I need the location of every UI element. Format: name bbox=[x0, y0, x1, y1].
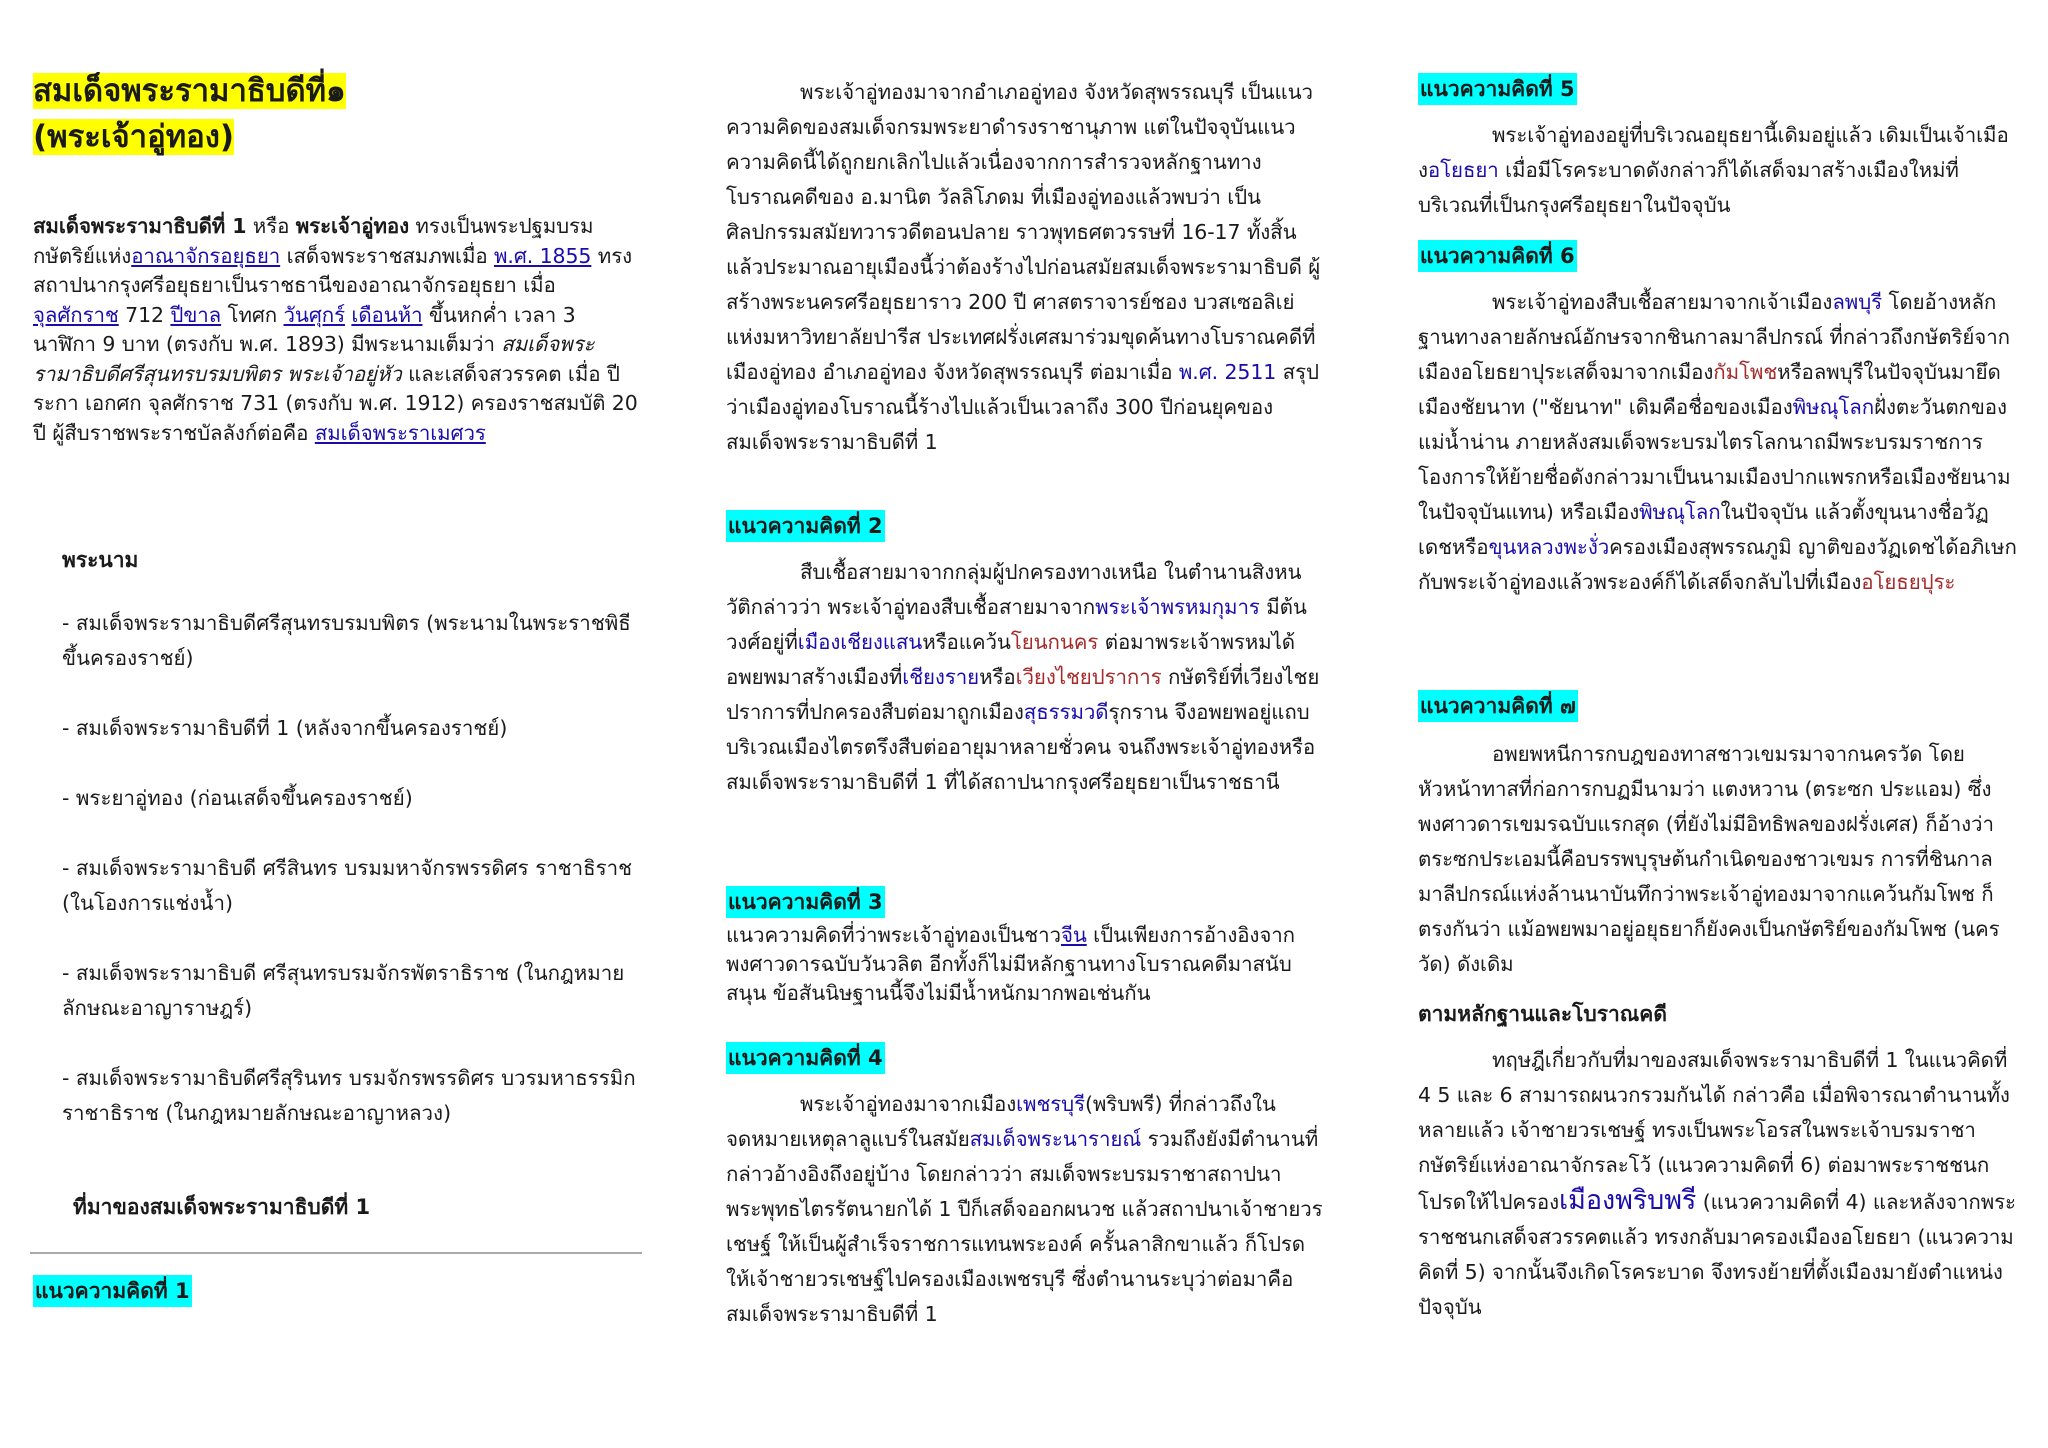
concept-1-year: พ.ศ. 2511 bbox=[1178, 360, 1277, 384]
link-chula-sakarat[interactable]: จุลศักราช bbox=[33, 302, 119, 327]
concept-2-text: กษัตริย์ที่เวียงไชยปราการที่ปกครองสืบต่อมาถูกเมือง bbox=[726, 665, 1320, 724]
concept-6-heading: แนวความคิดที่ 6 bbox=[1418, 240, 1577, 272]
concept-1-text: พระเจ้าอู่ทองมาจากอำเภออู่ทอง จังหวัดสุพรรณบุรี เป็นแนวความคิดของสมเด็จกรมพระยาดำรงราชานุภาพ แต่ในปัจจุบันแนวความคิดนี้ได้ถูกยกเลิกไปแล้วเนื่องจากการสำรวจหลักฐานทางโบราณคดีของ อ.มานิต วัลลิโภดม ที่เมืองอู่ทองแล้วพบว่า เป็นศิลปกรรมสมัยทวารวดีตอนปลาย ราวพุทธศตวรรษที่ 16-17 ทั้งสิ้น แล้วประมาณอายุเมืองนี้ว่าต้องร้างไปก่อนสมัยสมเด็จพระรามาธิบดี ผู้สร้างพระนครศรีอยุธยาราว 200 ปี ศาสตราจารย์ชอง บวสเซอลิเย่ แห่งมหาวิทยาลัยปารีส ประเทศฝรั่งเศสมาร่วมขุดค้นทางโบราณคดีที่เมืองอู่ทอง อำเภออู่ทอง จังหวัดสุพรรณบุรี ต่อมาเมื่อ bbox=[726, 80, 1321, 384]
term-chiang-rai: เชียงราย bbox=[902, 665, 980, 689]
link-year-of-tiger[interactable]: ปีขาล bbox=[170, 302, 222, 327]
concept-7-heading: แนวความคิดที่ ๗ bbox=[1418, 690, 1578, 722]
intro-text: ทรงเป็นพระปฐมบรมกษัตริย์แห่ง bbox=[33, 214, 594, 268]
concept-4-heading: แนวความคิดที่ 4 bbox=[726, 1042, 885, 1074]
intro-bold-name: สมเด็จพระรามาธิบดีที่ 1 bbox=[33, 214, 247, 238]
link-fifth-month[interactable]: เดือนห้า bbox=[351, 302, 423, 327]
term-wiang-chai: เวียงไชยปราการ bbox=[1015, 665, 1162, 689]
concept-2-text: ต่อมาพระเจ้าพรหมได้อพยพมาสร้างเมืองที่ bbox=[726, 630, 1296, 689]
concept-3-text: เป็นเพียงการอ้างอิงจากพงศาวดารฉบับวันวลิต อีกทั้งก็ไม่มีหลักฐานทางโบราณคดีมาสนับสนุน ข้อสันนิษฐานนี้จึงไม่มีน้ำหนักมากพอเช่นกัน bbox=[726, 923, 1295, 1005]
name-item: - สมเด็จพระรามาธิบดีที่ 1 (หลังจากขึ้นครองราชย์) bbox=[62, 716, 508, 740]
concept-2-text: หรือ bbox=[979, 665, 1016, 689]
name-item: - สมเด็จพระรามาธิบดีศรีสุนทรบรมบพิตร (พระนามในพระราชพิธีขึ้นครองราชย์) bbox=[62, 611, 631, 670]
name-item: - สมเด็จพระรามาธิบดี ศรีสุนทรบรมจักรพัตราธิราช (ในกฎหมายลักษณะอาญาราษฎร์) bbox=[62, 961, 625, 1020]
concept-2-text: รุกราน จึงอพยพอยู่แถบบริเวณเมืองไตรตรึงสืบต่ออายุมาหลายชั่วคน จนถึงพระเจ้าอู่ทองหรือสมเด็จพระรามาธิบดีที่ 1 ที่ได้สถาปนากรุงศรีอยุธยาเป็นราชธานี bbox=[726, 700, 1316, 794]
term-phitsanulok: พิษณุโลก bbox=[1792, 395, 1875, 419]
section-divider bbox=[30, 1252, 642, 1254]
term-narai: สมเด็จพระนารายณ์ bbox=[969, 1127, 1142, 1151]
name-item: - พระยาอู่ทอง (ก่อนเสด็จขึ้นครองราชย์) bbox=[62, 786, 413, 810]
intro-text: ทรงสถาปนากรุงศรีอยุธยาเป็นราชธานีของอาณาจักรอยุธยา เมื่อ bbox=[33, 243, 633, 297]
concept-6-text: โดยอ้างหลักฐานทางลายลักษณ์อักษรจากชินกาลมาลีปกรณ์ ที่กล่าวถึงกษัตริย์จากเมืองอโยธยาปุระเสด็จมาจากเมือง bbox=[1418, 290, 2010, 384]
link-ramesuan[interactable]: สมเด็จพระราเมศวร bbox=[314, 420, 486, 445]
term-sudhammawadi: สุธรรมวดี bbox=[1023, 700, 1109, 724]
concept-5-body bbox=[1418, 118, 2018, 223]
intro-text: ขึ้นหกค่ำ เวลา 3 นาฬิกา 9 บาท (ตรงกับ พ.ศ. 1893) มีพระนามเต็มว่า bbox=[33, 302, 576, 356]
concept-6-text: พระเจ้าอู่ทองสืบเชื้อสายมาจากเจ้าเมือง bbox=[1492, 290, 1833, 314]
concept-6-text: ฝั่งตะวันตกของแม่น้ำน่าน ภายหลังสมเด็จพระบรมไตรโลกนาถมีพระบรมราชการโองการให้ย้ายชื่อดังกล่าวมาเป็นนามเมืองปากแพรกหรือเมืองชัยนามในปัจจุบันแทน) หรือเมือง bbox=[1418, 395, 2011, 524]
term-lopburi: ลพบุรี bbox=[1832, 290, 1883, 314]
term-chiang-saen: เมืองเชียงแสน bbox=[797, 630, 923, 654]
names-section bbox=[62, 544, 652, 1131]
link-be-1855[interactable]: พ.ศ. 1855 bbox=[494, 243, 592, 268]
origin-heading: ที่มาของสมเด็จพระรามาธิบดีที่ 1 bbox=[73, 1195, 371, 1219]
term-khun-luang-phangua: ขุนหลวงพะงั่ว bbox=[1488, 535, 1610, 559]
title-line-1: สมเด็จพระรามาธิบดีที่๑ bbox=[33, 73, 346, 109]
concept-6-text: ในปัจจุบัน แล้วตั้งขุนนางชื่อวัฏเดชหรือ bbox=[1418, 500, 1989, 559]
term-phitsanulok: พิษณุโลก bbox=[1639, 500, 1721, 524]
term-yonok: โยนกนคร bbox=[1010, 630, 1099, 654]
link-ayutthaya-kingdom[interactable]: อาณาจักรอยุธยา bbox=[131, 243, 281, 268]
concept-4-text: (พริบพรี) ที่กล่าวถึงในจดหมายเหตุลาลูแบร์ในสมัย bbox=[726, 1092, 1276, 1151]
concept-1-body bbox=[726, 75, 1326, 460]
term-ayodhya: อโยธยา bbox=[1427, 158, 1499, 182]
term-phetchaburi: เพชรบุรี bbox=[1016, 1092, 1085, 1116]
concept-4-text: พระเจ้าอู่ทองมาจากเมือง bbox=[800, 1092, 1017, 1116]
link-friday[interactable]: วันศุกร์ bbox=[283, 302, 345, 327]
intro-text: โทศก bbox=[221, 302, 284, 327]
concept-3-heading: แนวความคิดที่ 3 bbox=[726, 886, 885, 918]
concept-2-heading: แนวความคิดที่ 2 bbox=[726, 510, 885, 542]
name-item: - สมเด็จพระรามาธิบดี ศรีสินทร บรมมหาจักรพรรดิศร ราชาธิราช (ในโองการแช่งน้ำ) bbox=[62, 856, 633, 915]
intro-full-name: สมเด็จพระรามาธิบดีศรีสุนทรบรมบพิตร พระเจ้าอยู่หัว bbox=[33, 332, 595, 386]
intro-text: และเสด็จสวรรคต เมื่อ ปีระกา เอกศก จุลศักราช 731 (ตรงกับ พ.ศ. 1912) ครองราชสมบัติ 20 ปี ผู้สืบราชพระราชบัลลังก์ต่อคือ bbox=[33, 361, 638, 445]
concept-1-text: สรุปว่าเมืองอู่ทองโบราณนี้ร้างไปแล้วเป็นเวลาถึง 300 ปีก่อนยุคของสมเด็จพระรามาธิบดีที่ 1 bbox=[726, 360, 1319, 454]
concept-6-body bbox=[1418, 285, 2018, 600]
term-kamphot: กัมโพช bbox=[1713, 360, 1778, 384]
evidence-text: (แนวความคิดที่ 4) และหลังจากพระราชชนกเสด็จสวรรคตแล้ว ทรงกลับมาครองเมืองอโยธยา (แนวความคิดที่ 5) จากนั้นจึงเกิดโรคระบาด จึงทรงย้ายที่ตั้งเมืองมายังตำแหน่งปัจจุบัน bbox=[1418, 1190, 2016, 1319]
concept-6-text: ครองเมืองสุพรรณภูมิ ญาติของวัฏเดชได้อภิเษกกับพระเจ้าอู่ทองแล้วพระองค์ก็ได้เสด็จกลับไปที่เมือง bbox=[1418, 535, 2017, 594]
intro-bold-alias: พระเจ้าอู่ทอง bbox=[295, 214, 409, 238]
name-item: - สมเด็จพระรามาธิบดีศรีสุรินทร บรมจักรพรรดิศร บวรมหาธรรมิกราชาธิราช (ในกฎหมายลักษณะอาญาหลวง) bbox=[62, 1066, 636, 1125]
term-phrip-phri: เมืองพริบพรี bbox=[1559, 1185, 1697, 1216]
concept-4-body bbox=[726, 1087, 1326, 1332]
concept-1-heading: แนวความคิดที่ 1 bbox=[33, 1275, 192, 1307]
concept-6-text: หรือลพบุรีในปัจจุบันมายึดเมืองชัยนาท ("ชัยนาท" เดิมคือชื่อของเมือง bbox=[1418, 360, 2001, 419]
concept-5-heading: แนวความคิดที่ 5 bbox=[1418, 73, 1577, 105]
evidence-heading: ตามหลักฐานและโบราณคดี bbox=[1418, 1002, 1667, 1026]
concept-2-text: มีต้นวงศ์อยู่ที่ bbox=[726, 595, 1307, 654]
concept-7-body bbox=[1418, 737, 2018, 982]
term-ayodhyapura: อโยธยปุระ bbox=[1861, 570, 1956, 594]
intro-text: 712 bbox=[118, 302, 171, 327]
page-title bbox=[33, 68, 346, 160]
concept-4-text: รวมถึงยังมีตำนานที่กล่าวอ้างอิงถึงอยู่บ้าง โดยกล่าวว่า สมเด็จพระบรมราชาสถาปนาพระพุทธไตรรัตนายกได้ 1 ปีก็เสด็จออกผนวช แล้วสถาปนาเจ้าชายวรเชษฐ์ ให้เป็นผู้สำเร็จราชการแทนพระองค์ ครั้นลาสิกขาแล้ว ก็โปรดให้เจ้าชายวรเชษฐ์ไปครองเมืองเพชรบุรี ซึ่งตำนานระบุว่าต่อมาคือสมเด็จพระรามาธิบดีที่ 1 bbox=[726, 1127, 1323, 1326]
evidence-text: ทฤษฎีเกี่ยวกับที่มาของสมเด็จพระรามาธิบดีที่ 1 ในแนวคิดที่ 4 5 และ 6 สามารถผนวกรวมกันได้ กล่าวคือ เมื่อพิจารณาตำนานทั้งหลายแล้ว เจ้าชายวรเชษฐ์ ทรงเป็นพระโอรสในพระเจ้าบรมราชา กษัตริย์แห่งอาณาจักรละโว้ (แนวความคิดที่ 6) ต่อมาพระราชชนกโปรดให้ไปครอง bbox=[1418, 1048, 2010, 1214]
title-line-2: (พระเจ้าอู่ทอง) bbox=[33, 119, 235, 155]
concept-7-text: อพยพหนีการกบฎของทาสชาวเขมรมาจากนครวัด โดยหัวหน้าทาสที่ก่อการกบฏมีนามว่า แตงหวาน (ตระซก ประแอม) ซึ่งพงศาวดารเขมรฉบับแรกสุด (ที่ยังไม่มีอิทธิพลของฝรั่งเศส) ก็อ้างว่าตระซกประเอมนี้คือบรรพบุรุษต้นกำเนิดของชาวเขมร การที่ชินกาลมาลีปกรณ์แห่งล้านนาบันทึกว่าพระเจ้าอู่ทองมาจากแคว้นกัมโพช ก็ตรงกันว่า แม้อพยพมาอยู่อยุธยาก็ยังคงเป็นกษัตริย์ของกัมโพช (นครวัด) ดังเดิม bbox=[1418, 742, 2000, 976]
concept-3-body bbox=[726, 921, 1326, 1008]
intro-paragraph bbox=[33, 212, 643, 448]
term-phrom-kumarn: พระเจ้าพรหมกุมาร bbox=[1095, 595, 1260, 619]
concept-3-text: แนวความคิดที่ว่าพระเจ้าอู่ทองเป็นชาว bbox=[726, 923, 1061, 947]
concept-2-text: หรือแคว้น bbox=[922, 630, 1011, 654]
intro-text: เสด็จพระราชสมภพเมื่อ bbox=[280, 243, 494, 268]
concept-5-text: เมื่อมีโรคระบาดดังกล่าวก็ได้เสด็จมาสร้างเมืองใหม่ที่บริเวณที่เป็นกรุงศรีอยุธยาในปัจจุบัน bbox=[1418, 158, 1959, 217]
evidence-body bbox=[1418, 1043, 2018, 1325]
link-china[interactable]: จีน bbox=[1060, 923, 1087, 947]
concept-2-body bbox=[726, 555, 1326, 800]
intro-text: หรือ bbox=[246, 214, 296, 238]
concept-5-text: พระเจ้าอู่ทองอยู่ที่บริเวณอยุธยานี้เดิมอยู่แล้ว เดิมเป็นเจ้าเมือง bbox=[1418, 123, 2009, 182]
names-heading: พระนาม bbox=[62, 548, 139, 572]
concept-2-text: สืบเชื้อสายมาจากกลุ่มผู้ปกครองทางเหนือ ในตำนานสิงหนวัติกล่าวว่า พระเจ้าอู่ทองสืบเชื้อสายมาจาก bbox=[726, 560, 1302, 619]
